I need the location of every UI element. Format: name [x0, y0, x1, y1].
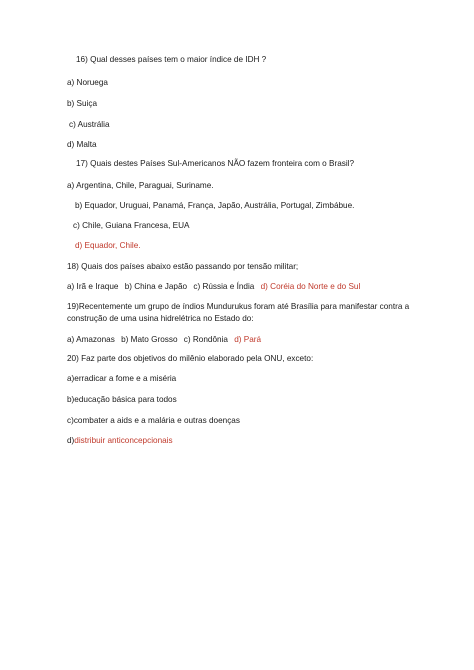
q16-option-d: d) Malta	[67, 140, 97, 149]
q20-option-b: b)educação básica para todos	[67, 395, 177, 404]
q18-options-row	[67, 281, 360, 292]
q16-option-c: c) Austrália	[69, 120, 110, 129]
question-16: 16) Qual desses países tem o maior índice de IDH ?	[76, 55, 267, 64]
q16-option-b: b) Suiça	[67, 99, 98, 108]
q19-options-row	[67, 334, 261, 345]
question-20: 20) Faz parte dos objetivos do milênio elaborado pela ONU, exceto:	[67, 354, 314, 363]
q16-option-a: a) Noruega	[67, 78, 108, 87]
q20-option-d-answer: distribuir anticoncepcionais	[74, 436, 173, 445]
q17-option-d-answer: d) Equador, Chile.	[75, 241, 141, 250]
question-17: 17) Quais destes Países Sul-Americanos NÃO fazem fronteira com o Brasil?	[76, 159, 355, 168]
q20-option-a: a)erradicar a fome e a miséria	[67, 374, 177, 383]
q18-option-b: b) China e Japão	[124, 282, 188, 291]
q19-option-c: c) Rondônia	[183, 335, 228, 344]
q17-option-b: b) Equador, Uruguai, Panamá, França, Japão, Austrália, Portugal, Zimbábue.	[75, 201, 355, 210]
q19-option-d-answer: d) Pará	[234, 335, 262, 344]
q20-option-d-prefix: d)	[67, 436, 75, 445]
q17-option-c: c) Chile, Guiana Francesa, EUA	[73, 221, 190, 230]
question-19-line-1: 19)Recentemente um grupo de índios Mundurukus foram até Brasília para manifestar contra a	[67, 302, 410, 311]
question-18: 18) Quais dos países abaixo estão passando por tensão militar;	[67, 262, 299, 271]
q18-option-a: a) Irã e Iraque	[67, 282, 119, 291]
q18-option-c: c) Rússia e Índia	[193, 282, 255, 291]
q19-option-a: a) Amazonas	[67, 335, 115, 344]
q20-option-d-row	[67, 435, 173, 446]
q17-option-a: a) Argentina, Chile, Paraguai, Suriname.	[67, 181, 214, 190]
q19-option-b: b) Mato Grosso	[121, 335, 178, 344]
question-19-line-2: construção de uma usina hidrelétrica no Estado do:	[67, 314, 254, 323]
q18-option-d-answer: d) Coréia do Norte e do Sul	[260, 282, 361, 291]
q20-option-c: c)combater a aids e a malária e outras doenças	[67, 416, 240, 425]
